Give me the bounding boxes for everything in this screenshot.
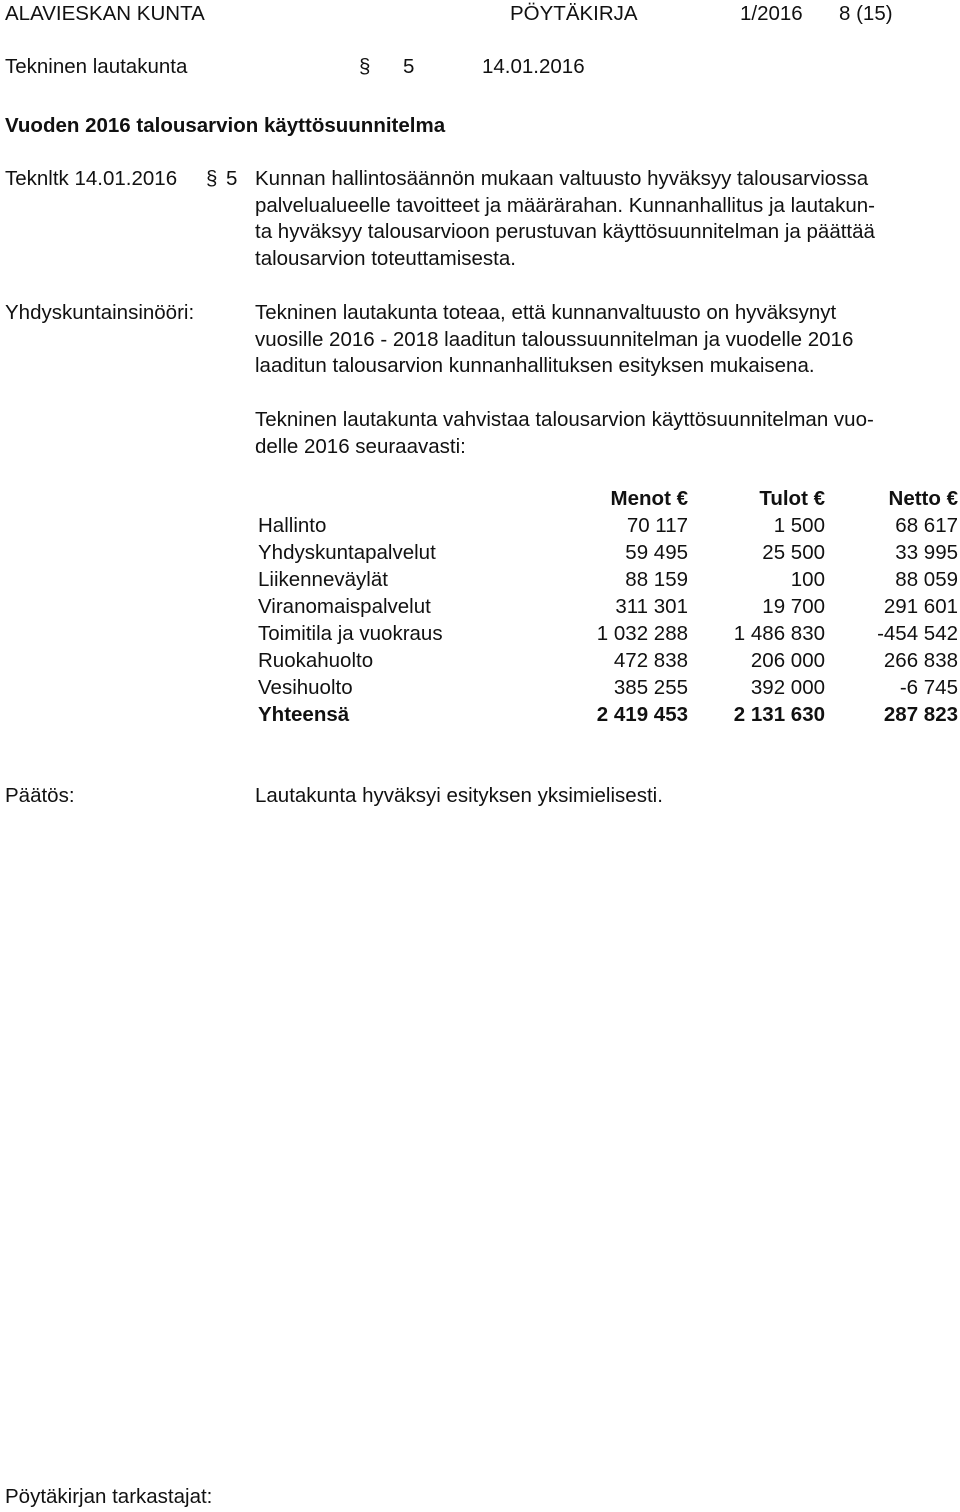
expenses-cell: 311 301 <box>615 595 688 618</box>
column-header-net: Netto € <box>888 487 958 510</box>
paragraph-line: Tekninen lautakunta vahvistaa talousarvion käyttösuunnitelman vuo- <box>255 408 874 431</box>
income-cell: 25 500 <box>762 541 825 564</box>
net-cell: 88 059 <box>895 568 958 591</box>
expenses-cell: 385 255 <box>613 676 688 699</box>
net-cell: 33 995 <box>895 541 958 564</box>
organization-name: ALAVIESKAN KUNTA <box>5 2 205 25</box>
row-label: Yhdyskuntapalvelut <box>258 541 436 564</box>
expenses-cell: 88 159 <box>625 568 688 591</box>
table-row <box>258 512 958 539</box>
decision-label: Päätös: <box>5 784 75 807</box>
income-cell: 19 700 <box>762 595 825 618</box>
row-label: Toimitila ja vuokraus <box>258 622 443 645</box>
paragraph-line: talousarvion toteuttamisesta. <box>255 246 516 270</box>
document-title: Vuoden 2016 talousarvion käyttösuunnitelma <box>5 114 446 137</box>
paragraph-line: Kunnan hallintosäännön mukaan valtuusto hyväksyy talousarviossa <box>255 167 869 190</box>
income-cell: 392 000 <box>750 676 825 699</box>
table-total-row <box>258 701 958 728</box>
income-cell: 1 500 <box>773 514 825 537</box>
intro-paragraph <box>255 166 955 272</box>
net-cell: 266 838 <box>883 649 958 672</box>
paragraph-line: ta hyväksyy talousarvioon perustuvan käyttösuunnitelman ja päättää <box>255 220 875 243</box>
net-cell: 68 617 <box>895 514 958 537</box>
income-cell: 206 000 <box>750 649 825 672</box>
total-income-cell: 2 131 630 <box>733 703 825 726</box>
reference-section-symbol: § <box>206 167 218 190</box>
column-header-expenses: Menot € <box>610 487 688 510</box>
net-cell: -454 542 <box>877 622 958 645</box>
paragraph-line: Tekninen lautakunta toteaa, että kunnanvaltuusto on hyväksynyt <box>255 301 837 324</box>
paragraph-line: vuosille 2016 - 2018 laaditun taloussuunnitelman ja vuodelle 2016 <box>255 327 854 351</box>
header-section-symbol <box>359 54 370 80</box>
section-sign: § <box>359 55 371 78</box>
table-row <box>258 566 958 593</box>
paragraph-line: laaditun talousarvion kunnanhallituksen esityksen mukaisena. <box>255 354 815 377</box>
row-label: Hallinto <box>258 514 327 537</box>
expenses-cell: 472 838 <box>613 649 688 672</box>
column-header-income: Tulot € <box>759 487 825 510</box>
net-cell: 291 601 <box>883 595 958 618</box>
paragraph-line: delle 2016 seuraavasti: <box>255 434 466 458</box>
row-label: Viranomaispalvelut <box>258 595 431 618</box>
document-type: PÖYTÄKIRJA <box>510 2 638 25</box>
proposal-paragraph-1 <box>255 300 955 380</box>
proposal-paragraph-2 <box>255 407 955 460</box>
row-label: Liikenneväylät <box>258 568 388 591</box>
total-expenses-cell: 2 419 453 <box>596 703 688 726</box>
minutes-reviewers-label: Pöytäkirjan tarkastajat: <box>5 1485 213 1508</box>
committee-name: Tekninen lautakunta <box>5 55 188 78</box>
table-row <box>258 593 958 620</box>
row-label: Ruokahuolto <box>258 649 374 672</box>
document-number: 1/2016 <box>740 2 803 25</box>
reference-label: Teknltk 14.01.2016 <box>5 167 178 190</box>
meeting-date: 14.01.2016 <box>482 55 585 78</box>
expenses-cell: 1 032 288 <box>596 622 688 645</box>
expenses-cell: 59 495 <box>625 541 688 564</box>
table-row <box>258 620 958 647</box>
reference-section-number: 5 <box>226 167 238 190</box>
decision-text: Lautakunta hyväksyi esityksen yksimielisesti. <box>255 784 663 807</box>
table-row <box>258 647 958 674</box>
table-row <box>258 674 958 701</box>
income-cell: 100 <box>790 568 825 591</box>
paragraph-line: palvelualueelle tavoitteet ja määrärahan. Kunnanhallitus ja lautakun- <box>255 193 875 217</box>
row-label: Vesihuolto <box>258 676 353 699</box>
total-net-cell: 287 823 <box>883 703 958 726</box>
header-section-number: 5 <box>403 55 415 78</box>
proposer-label: Yhdyskuntainsinööri: <box>5 301 195 324</box>
net-cell: -6 745 <box>899 676 958 699</box>
expenses-cell: 70 117 <box>626 514 688 537</box>
total-label: Yhteensä <box>258 703 350 726</box>
page-number: 8 (15) <box>839 2 893 25</box>
table-header-row <box>258 485 958 512</box>
table-row <box>258 539 958 566</box>
income-cell: 1 486 830 <box>733 622 825 645</box>
